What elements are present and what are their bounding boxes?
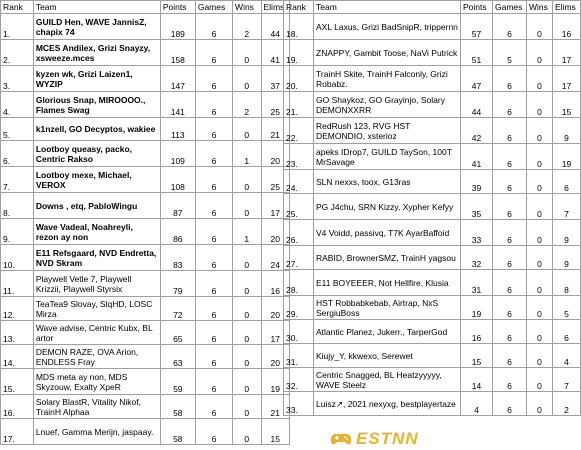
rank-cell: 13. <box>1 321 34 345</box>
wins-cell: 0 <box>233 345 261 369</box>
games-cell: 6 <box>195 271 232 297</box>
games-cell: 6 <box>195 141 232 167</box>
elims-cell: 17 <box>553 40 581 66</box>
team-cell: Kiujy_Y, kkwexo, Serewet <box>314 344 461 368</box>
games-cell: 6 <box>195 14 232 40</box>
rank-cell: 7. <box>1 167 34 193</box>
rank-cell: 9. <box>1 219 34 245</box>
points-cell: 58 <box>160 419 195 445</box>
table-row <box>284 40 581 66</box>
rank-cell: 15. <box>1 369 34 395</box>
points-cell: 57 <box>461 14 493 40</box>
games-cell: 6 <box>195 345 232 369</box>
table-row <box>284 14 581 40</box>
elims-cell: 37 <box>261 66 290 92</box>
table-row <box>284 170 581 194</box>
elims-cell: 5 <box>553 296 581 320</box>
table-row <box>1 167 290 193</box>
elims-cell: 24 <box>261 245 290 271</box>
header-row <box>1 1 290 14</box>
elims-cell: 17 <box>553 66 581 92</box>
team-cell: Atlantic Planez, Jukerr., TarperGod <box>314 320 461 344</box>
team-cell: PG J4chu, SRN Kizzy, Xypher Kefyy <box>314 194 461 220</box>
team-cell: Wave advise, Centric Kubx, BL artor <box>33 321 160 345</box>
table-row <box>1 369 290 395</box>
table-row <box>284 270 581 296</box>
points-cell: 113 <box>160 118 195 141</box>
team-cell: apeks IDrop7, GUILD TaySon, 100T MrSavage <box>314 144 461 170</box>
elims-cell: 4 <box>553 344 581 368</box>
games-cell: 6 <box>493 170 527 194</box>
wins-cell: 1 <box>233 141 261 167</box>
elims-cell: 16 <box>261 271 290 297</box>
points-cell: 72 <box>160 297 195 321</box>
games-cell: 6 <box>493 368 527 392</box>
points-cell: 109 <box>160 141 195 167</box>
team-cell: Wave Vadeal, Noahreyli, rezon ay non <box>33 219 160 245</box>
points-cell: 147 <box>160 66 195 92</box>
rank-cell: 25. <box>284 194 314 220</box>
table-row <box>1 66 290 92</box>
games-cell: 6 <box>493 270 527 296</box>
games-cell: 6 <box>493 194 527 220</box>
header-team: Team <box>314 1 461 14</box>
header-points: Points <box>461 1 493 14</box>
games-cell: 6 <box>493 92 527 118</box>
table-row <box>284 296 581 320</box>
wins-cell: 0 <box>233 271 261 297</box>
wins-cell: 0 <box>233 167 261 193</box>
team-cell: AXL Laxus, Grizi BadSnipR, trippernn <box>314 14 461 40</box>
rank-cell: 14. <box>1 345 34 369</box>
logo-text: ESTNN <box>356 429 419 448</box>
rank-cell: 5. <box>1 118 34 141</box>
rank-cell: 19. <box>284 40 314 66</box>
wins-cell: 0 <box>527 66 553 92</box>
elims-cell: 6 <box>553 170 581 194</box>
games-cell: 6 <box>195 395 232 419</box>
rank-cell: 16. <box>1 395 34 419</box>
team-cell: GO Shaykoz, GO Grayinjo, Solary DEMONXXRR <box>314 92 461 118</box>
elims-cell: 8 <box>553 270 581 296</box>
elims-cell: 25 <box>261 167 290 193</box>
wins-cell: 2 <box>233 14 261 40</box>
table-row <box>284 194 581 220</box>
team-cell: k1nzell, GO Decyptos, wakiee <box>33 118 160 141</box>
games-cell: 6 <box>195 118 232 141</box>
points-cell: 42 <box>461 118 493 144</box>
rank-cell: 27. <box>284 246 314 270</box>
elims-cell: 25 <box>261 92 290 118</box>
table-row <box>1 345 290 369</box>
wins-cell: 0 <box>527 170 553 194</box>
team-cell: Downs , etq, PabloWingu <box>33 193 160 219</box>
points-cell: 47 <box>461 66 493 92</box>
elims-cell: 2 <box>553 392 581 416</box>
points-cell: 31 <box>461 270 493 296</box>
rank-cell: 21. <box>284 92 314 118</box>
rank-cell: 1. <box>1 14 34 40</box>
estnn-logo <box>330 430 419 448</box>
games-cell: 6 <box>493 144 527 170</box>
games-cell: 6 <box>493 296 527 320</box>
games-cell: 6 <box>195 297 232 321</box>
games-cell: 6 <box>493 344 527 368</box>
header-row <box>284 1 581 14</box>
table-row <box>284 144 581 170</box>
elims-cell: 9 <box>553 246 581 270</box>
games-cell: 6 <box>493 246 527 270</box>
points-cell: 58 <box>160 395 195 419</box>
wins-cell: 0 <box>527 220 553 246</box>
rank-cell: 26. <box>284 220 314 246</box>
points-cell: 108 <box>160 167 195 193</box>
table-row <box>284 344 581 368</box>
games-cell: 6 <box>493 220 527 246</box>
wins-cell: 0 <box>527 246 553 270</box>
table-row <box>284 66 581 92</box>
elims-cell: 20 <box>261 141 290 167</box>
games-cell: 6 <box>195 193 232 219</box>
rank-cell: 8. <box>1 193 34 219</box>
team-cell: V4 Voidd, passivq, T7K AyarBaffoid <box>314 220 461 246</box>
elims-cell: 17 <box>261 321 290 345</box>
team-cell: Solary BlastR, Vitality Nikof, TrainH Alphaa <box>33 395 160 419</box>
rank-cell: 23. <box>284 144 314 170</box>
wins-cell: 0 <box>233 118 261 141</box>
header-wins: Wins <box>233 1 261 14</box>
team-cell: SLN nexxs, toox, G13ras <box>314 170 461 194</box>
table-row <box>1 219 290 245</box>
header-team: Team <box>33 1 160 14</box>
table-row <box>284 320 581 344</box>
games-cell: 6 <box>493 320 527 344</box>
table-row <box>1 297 290 321</box>
header-wins: Wins <box>527 1 553 14</box>
points-cell: 141 <box>160 92 195 118</box>
wins-cell: 1 <box>233 219 261 245</box>
wins-cell: 0 <box>527 118 553 144</box>
rank-cell: 6. <box>1 141 34 167</box>
points-cell: 39 <box>461 170 493 194</box>
wins-cell: 0 <box>527 40 553 66</box>
games-cell: 6 <box>195 92 232 118</box>
wins-cell: 0 <box>527 320 553 344</box>
standings-table-right <box>283 0 581 416</box>
wins-cell: 0 <box>233 419 261 445</box>
elims-cell: 6 <box>553 320 581 344</box>
table-row <box>284 392 581 416</box>
rank-cell: 4. <box>1 92 34 118</box>
elims-cell: 16 <box>553 14 581 40</box>
team-cell: Luisz↗, 2021 nexyxg, bestplayertaze <box>314 392 461 416</box>
rank-cell: 20. <box>284 66 314 92</box>
wins-cell: 0 <box>527 194 553 220</box>
table-row <box>1 193 290 219</box>
rank-cell: 24. <box>284 170 314 194</box>
wins-cell: 0 <box>233 395 261 419</box>
elims-cell: 20 <box>261 219 290 245</box>
table-row <box>284 246 581 270</box>
points-cell: 86 <box>160 219 195 245</box>
table-row <box>1 245 290 271</box>
header-rank: Rank <box>1 1 34 14</box>
table-row <box>1 419 290 445</box>
points-cell: 35 <box>461 194 493 220</box>
team-cell: Playwell Vetle 7, Playwell Krizzii, Playwell Styrsix <box>33 271 160 297</box>
table-row <box>1 118 290 141</box>
table-row <box>1 40 290 66</box>
team-cell: Centric Snagged, BL Heatzyyyyy, WAVE Steelz <box>314 368 461 392</box>
elims-cell: 21 <box>261 118 290 141</box>
rank-cell: 11. <box>1 271 34 297</box>
rank-cell: 32. <box>284 368 314 392</box>
rank-cell: 30. <box>284 320 314 344</box>
table-row <box>284 368 581 392</box>
points-cell: 19 <box>461 296 493 320</box>
wins-cell: 0 <box>527 368 553 392</box>
games-cell: 6 <box>493 118 527 144</box>
points-cell: 79 <box>160 271 195 297</box>
header-games: Games <box>195 1 232 14</box>
elims-cell: 19 <box>553 144 581 170</box>
team-cell: DEMON RAZE, OVA Arion, ENDLESS Fray <box>33 345 160 369</box>
team-cell: Lootboy mexe, Michael, VEROX <box>33 167 160 193</box>
team-cell: kyzen wk, Grizi Laizen1, WYZIP <box>33 66 160 92</box>
points-cell: 32 <box>461 246 493 270</box>
team-cell: TeaTea9 Slovay, SlqHD, LOSC Mirza <box>33 297 160 321</box>
elims-cell: 41 <box>261 40 290 66</box>
rank-cell: 28. <box>284 270 314 296</box>
wins-cell: 0 <box>527 296 553 320</box>
elims-cell: 20 <box>261 297 290 321</box>
table-row <box>1 141 290 167</box>
team-cell: E11 BOYEEER, Not Hellfire, Klusia <box>314 270 461 296</box>
team-cell: Glorious Snap, MIROOOO., Flames Swag <box>33 92 160 118</box>
elims-cell: 44 <box>261 14 290 40</box>
rank-cell: 10. <box>1 245 34 271</box>
team-cell: RedRush 123, RVG HST DEMONDIO, xsterioz <box>314 118 461 144</box>
points-cell: 33 <box>461 220 493 246</box>
rank-cell: 33. <box>284 392 314 416</box>
games-cell: 6 <box>493 392 527 416</box>
points-cell: 4 <box>461 392 493 416</box>
points-cell: 59 <box>160 369 195 395</box>
points-cell: 65 <box>160 321 195 345</box>
games-cell: 6 <box>195 419 232 445</box>
games-cell: 6 <box>195 245 232 271</box>
wins-cell: 0 <box>233 297 261 321</box>
header-elims: Elims <box>553 1 581 14</box>
games-cell: 6 <box>195 40 232 66</box>
standings-table-left <box>0 0 290 445</box>
elims-cell: 7 <box>553 368 581 392</box>
games-cell: 6 <box>195 369 232 395</box>
table-row <box>1 321 290 345</box>
wins-cell: 0 <box>527 144 553 170</box>
elims-cell: 20 <box>261 345 290 369</box>
games-cell: 6 <box>195 66 232 92</box>
wins-cell: 0 <box>233 193 261 219</box>
team-cell: TrainH Skite, TrainH Falconly, Grizi Robabz. <box>314 66 461 92</box>
wins-cell: 0 <box>527 270 553 296</box>
games-cell: 5 <box>493 40 527 66</box>
elims-cell: 9 <box>553 220 581 246</box>
team-cell: MDS meta ay non, MDS Skyzouw, Exalty XpeR <box>33 369 160 395</box>
gamepad-icon <box>330 432 352 446</box>
elims-cell: 9 <box>553 118 581 144</box>
team-cell: RABID, BrownerSMZ, TrainH yagsou <box>314 246 461 270</box>
table-row <box>1 92 290 118</box>
games-cell: 6 <box>195 219 232 245</box>
games-cell: 6 <box>195 167 232 193</box>
wins-cell: 0 <box>233 66 261 92</box>
wins-cell: 0 <box>527 344 553 368</box>
games-cell: 6 <box>195 321 232 345</box>
wins-cell: 2 <box>233 92 261 118</box>
points-cell: 158 <box>160 40 195 66</box>
rank-cell: 17. <box>1 419 34 445</box>
points-cell: 87 <box>160 193 195 219</box>
team-cell: MCES Andilex, Grizi Snayzy, xsweeze.mces <box>33 40 160 66</box>
rank-cell: 22. <box>284 118 314 144</box>
wins-cell: 0 <box>233 321 261 345</box>
elims-cell: 19 <box>261 369 290 395</box>
wins-cell: 0 <box>233 40 261 66</box>
elims-cell: 17 <box>261 193 290 219</box>
points-cell: 51 <box>461 40 493 66</box>
team-cell: Lnuef, Gamma Merijn, jaspaay. <box>33 419 160 445</box>
points-cell: 41 <box>461 144 493 170</box>
table-row <box>284 220 581 246</box>
points-cell: 44 <box>461 92 493 118</box>
header-games: Games <box>493 1 527 14</box>
games-cell: 6 <box>493 66 527 92</box>
rank-cell: 2. <box>1 40 34 66</box>
rank-cell: 18. <box>284 14 314 40</box>
points-cell: 189 <box>160 14 195 40</box>
points-cell: 15 <box>461 344 493 368</box>
rank-cell: 29. <box>284 296 314 320</box>
rank-cell: 12. <box>1 297 34 321</box>
table-row <box>284 92 581 118</box>
team-cell: E11 Refsgaard, NVD Endretta, NVD Skram <box>33 245 160 271</box>
team-cell: ZNAPPY, Gambit Toose, NaVi Putrick <box>314 40 461 66</box>
wins-cell: 0 <box>527 14 553 40</box>
table-row <box>1 395 290 419</box>
points-cell: 14 <box>461 368 493 392</box>
elims-cell: 21 <box>261 395 290 419</box>
wins-cell: 0 <box>233 369 261 395</box>
games-cell: 6 <box>493 14 527 40</box>
rank-cell: 3. <box>1 66 34 92</box>
rank-cell: 31. <box>284 344 314 368</box>
table-row <box>1 14 290 40</box>
points-cell: 63 <box>160 345 195 369</box>
wins-cell: 0 <box>527 392 553 416</box>
elims-cell: 15 <box>261 419 290 445</box>
points-cell: 16 <box>461 320 493 344</box>
header-points: Points <box>160 1 195 14</box>
elims-cell: 15 <box>553 92 581 118</box>
header-rank: Rank <box>284 1 314 14</box>
wins-cell: 0 <box>527 92 553 118</box>
team-cell: HST Robbabkebab, Airtrap, NxS SergiuBoss <box>314 296 461 320</box>
team-cell: Lootboy queasy, packo, Centric Rakso <box>33 141 160 167</box>
team-cell: GUILD Hen, WAVE JannisZ, chapix 74 <box>33 14 160 40</box>
wins-cell: 0 <box>233 245 261 271</box>
points-cell: 83 <box>160 245 195 271</box>
header-elims: Elims <box>261 1 290 14</box>
elims-cell: 7 <box>553 194 581 220</box>
table-row <box>284 118 581 144</box>
table-row <box>1 271 290 297</box>
